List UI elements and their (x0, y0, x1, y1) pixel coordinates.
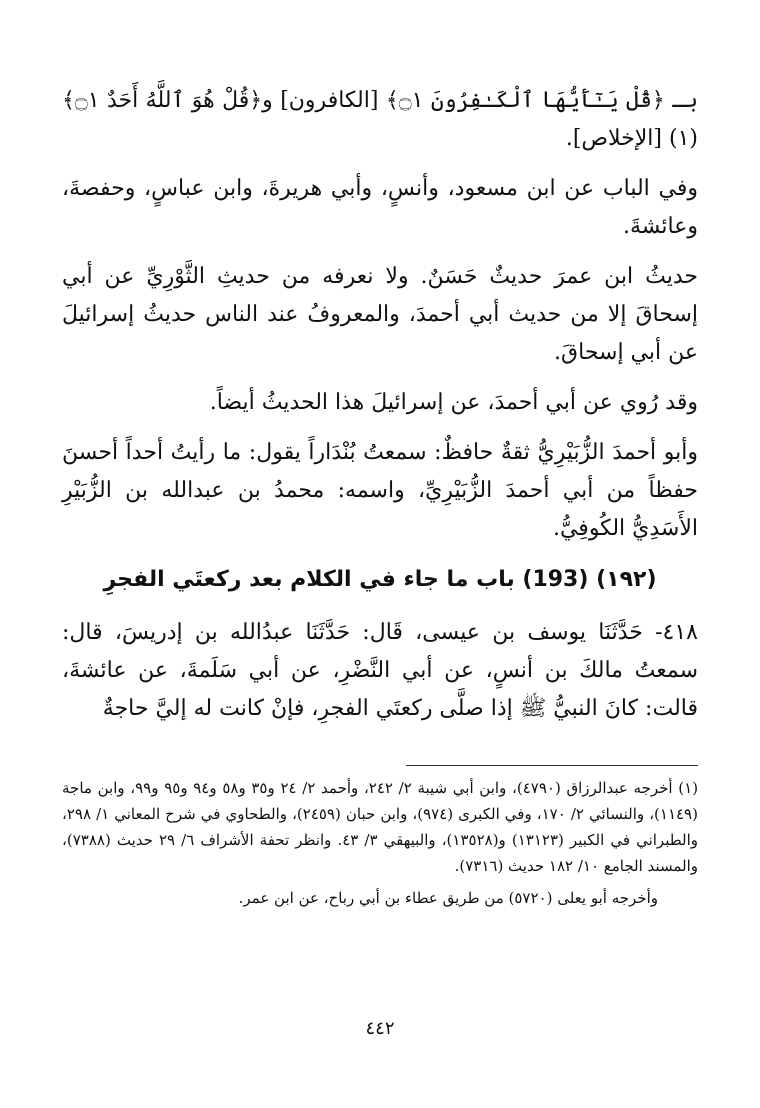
paragraph-hadith-grading: حديثُ ابن عمرَ حديثٌ حَسَنٌ. ولا نعرفه من حديثِ الثَّوْرِيِّ عن أبي إسحاقَ إلا من حديث أبي أحمدَ، والمعروفُ عند الناس حديثُ إسرائيلَ عن أبي إسحاقَ. (62, 264, 698, 365)
footnote-additional: وأخرجه أبو يعلى (٥٧٢٠) من طريق عطاء بن أبي رباح، عن ابن عمر. (238, 889, 658, 907)
paragraph-quran-verses: بـ ﴿قُلْ يَـٰٓأَيُّهَا ٱلْكَـٰفِرُونَ ۝١﴾ [الكافرون] و﴿قُلْ هُوَ ٱللَّهُ أَحَدٌ ۝١﴾(١) [الإخلاص]. (62, 88, 698, 151)
page-number: ٤٤٢ (365, 1018, 395, 1039)
paragraph-narrator-biography: وأبو أحمدَ الزُّبَيْرِيُّ ثقةٌ حافظٌ: سمعتُ بُنْدَاراً يقول: ما رأيتُ أحداً أحسنَ حفظاً من أبي أحمدَ الزُّبَيْرِيِّ، واسمه: محمدُ بن عبدالله بن الزُّبَيْرِ الأَسَدِيُّ الكُوفِيُّ. (62, 440, 698, 541)
footnote-divider (406, 765, 698, 766)
page-body (62, 82, 698, 728)
paragraph-related-narrations: وفي الباب عن ابن مسعود، وأنسٍ، وأبي هريرةَ، وابن عباسٍ، وحفصةَ، وعائشةَ. (62, 176, 698, 239)
chapter-heading: (١٩٢) (193) باب ما جاء في الكلام بعد ركعتَي الفجرِ (103, 567, 657, 592)
footnotes (62, 775, 698, 915)
footnote-1: (١) أخرجه عبدالرزاق (٤٧٩٠)، وابن أبي شيبة ٢/ ٢٤٢، وأحمد ٢/ ٢٤ و٣٥ و٥٨ و٩٤ و٩٥ و٩٩، وابن ماجة (١١٤٩)، والنسائي ٢/ ١٧٠، وفي الكبرى (٩٧٤)، وابن حبان (٢٤٥٩)، والطحاوي في شرح المعاني ١/ ٢٩٨، والطبراني في الكبير (١٣١٢٣) و(١٣٥٢٨)، والبيهقي ٣/ ٤٣. وانظر تحفة الأشراف ٦/ ٢٩ حديث (٧٣٨٨)، والمسند الجامع ١٠/ ١٨٢ حديث (٧٣١٦). (62, 779, 699, 875)
paragraph-alternate-narration: وقد رُوي عن أبي أحمدَ، عن إسرائيلَ هذا الحديثُ أيضاً. (209, 390, 698, 415)
hadith-text: ٤١٨- حَدَّثَنَا يوسف بن عيسى، قَال: حَدَّثَنَا عبدُالله بن إدريسَ، قال: سمعتُ مالكَ بن أنسٍ، عن أبي النَّضْرِ، عن أبي سَلَمةَ، عن عائشةَ، قالت: كانَ النبيُّ ﷺ إذا صلَّى ركعتَي الفجرِ، فإنْ كانت له إليَّ حاجةٌ (62, 620, 698, 721)
